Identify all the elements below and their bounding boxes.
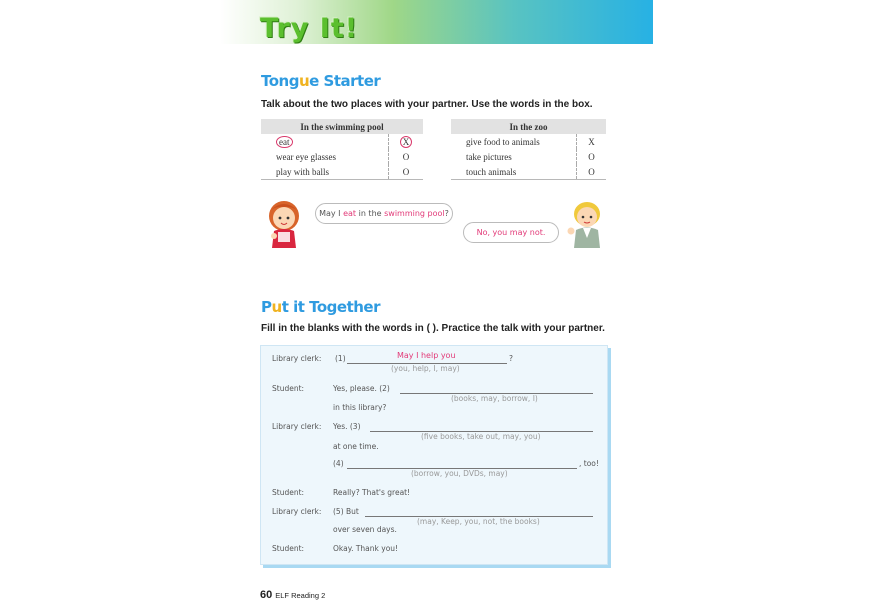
table-cell-activity: take pictures [466, 151, 512, 162]
speaker-label: Student: [272, 488, 305, 497]
bubble-highlight: No, you may not. [476, 228, 546, 237]
sentence-end: , too! [579, 459, 599, 468]
page-number: 60 [260, 589, 273, 601]
title-accent-letter: u [271, 298, 282, 316]
table-cell-mark: O [389, 164, 424, 180]
page-footer [260, 585, 325, 603]
dialogue-text: (5) But [333, 507, 359, 516]
title-accent-letter: u [298, 72, 310, 90]
bubble-highlight: swimming pool [384, 209, 445, 218]
table-cell-mark [389, 134, 424, 149]
zoo-table [451, 119, 606, 180]
bubble-text: in the [356, 209, 385, 218]
table-cell-mark: X [577, 134, 607, 149]
title-part: P [261, 298, 272, 316]
word-hint-4: (borrow, you, DVDs, may) [411, 469, 508, 478]
blank-answer-1: May I help you [397, 351, 456, 360]
dialogue-text: Yes, please. (2) [333, 384, 390, 393]
speech-bubble-answer [463, 222, 559, 243]
word-hint-1: (you, help, I, may) [391, 364, 460, 373]
section2-instruction: Fill in the blanks with the words in ( ). Practice the talk with your partner. [261, 323, 605, 334]
table-cell-mark: O [389, 149, 424, 164]
dialogue-text: Yes. (3) [333, 422, 361, 431]
girl-illustration [260, 198, 310, 248]
title-part: t it Together [281, 298, 380, 316]
bubble-highlight: eat [343, 209, 357, 218]
speaker-label: Library clerk: [272, 507, 322, 516]
circled-mark: X [400, 136, 412, 148]
dialogue-text: at one time. [333, 442, 379, 451]
dialogue-text: Really? That's great! [333, 488, 411, 497]
sentence-end: ? [509, 354, 513, 363]
table-cell-activity: give food to animals [466, 136, 540, 147]
blank-number: (1) [335, 354, 346, 363]
table-cell-activity: play with balls [261, 164, 389, 180]
dialogue-text: in this library? [333, 403, 387, 412]
bubble-text: May I [319, 209, 344, 218]
speech-bubble-question [315, 203, 453, 224]
put-it-together-title [261, 298, 380, 316]
table-cell-mark: O [577, 164, 607, 180]
page-title: Try It! [260, 13, 359, 44]
table-header: In the swimming pool [261, 119, 423, 134]
dialogue-text: over seven days. [333, 525, 397, 534]
textbook-page [220, 0, 653, 612]
word-hint-5: (may, Keep, you, not, the books) [417, 517, 540, 526]
blank-number: (4) [333, 459, 344, 468]
swimming-pool-table [261, 119, 423, 180]
table-cell-activity: wear eye glasses [276, 151, 336, 162]
speaker-label: Student: [272, 384, 305, 393]
word-hint-3: (five books, take out, may, you) [421, 432, 541, 441]
table-cell-mark: O [577, 149, 607, 164]
bubble-text: ? [444, 209, 449, 218]
title-part: Tong [261, 72, 299, 90]
section1-instruction: Talk about the two places with your partner. Use the words in the box. [261, 99, 593, 110]
book-title: ELF Reading 2 [275, 591, 326, 600]
circled-word: eat [276, 136, 293, 148]
table-cell-activity: touch animals [451, 164, 577, 180]
tongue-starter-title [261, 72, 380, 90]
speaker-label: Library clerk: [272, 354, 322, 363]
title-part: e Starter [309, 72, 381, 90]
boy-illustration [565, 198, 610, 248]
dialogue-box [260, 345, 608, 565]
speaker-label: Student: [272, 544, 305, 553]
table-header: In the zoo [451, 119, 606, 134]
speaker-label: Library clerk: [272, 422, 322, 431]
word-hint-2: (books, may, borrow, I) [451, 394, 538, 403]
table-cell-activity [261, 134, 389, 149]
dialogue-text: Okay. Thank you! [333, 544, 399, 553]
